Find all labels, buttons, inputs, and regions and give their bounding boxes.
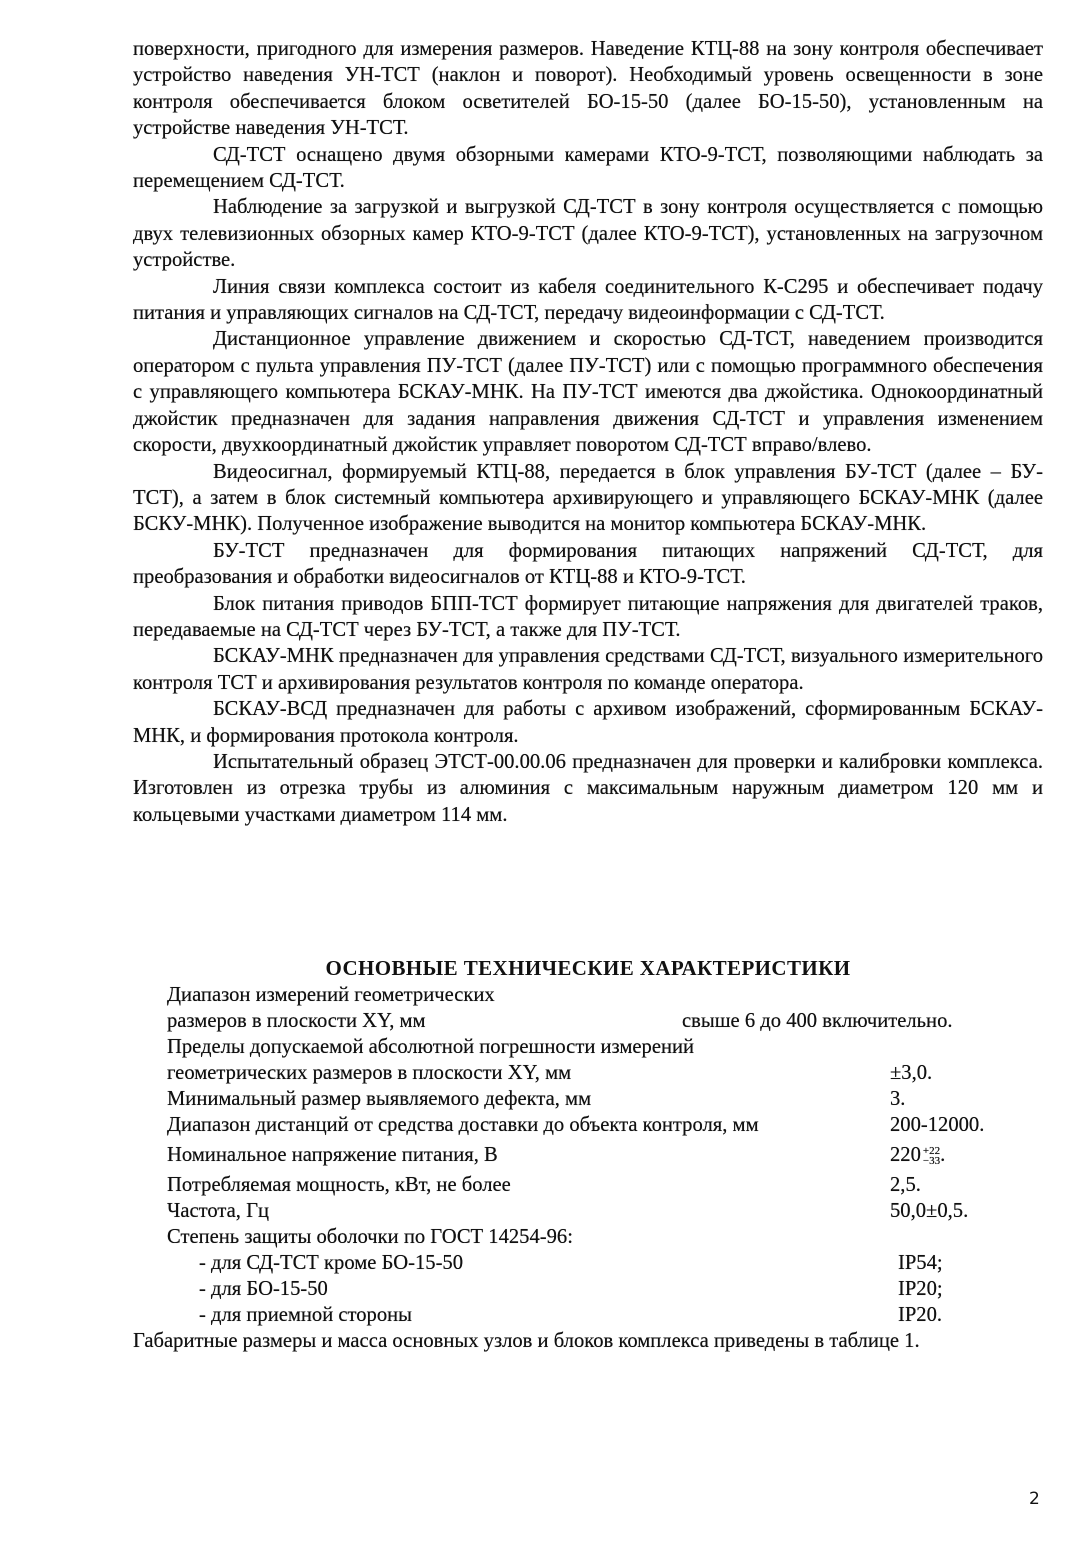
spec-row (133, 1302, 1063, 1328)
spec-value: ±3,0. (890, 1062, 933, 1084)
paragraph: БУ-ТСТ предназначен для формирования питающих напряжений СД-ТСТ, для преобразования и обработки видеосигналов от КТЦ-88 и КТО-9-ТСТ. (133, 539, 1043, 589)
spec-value: 200-12000. (890, 1114, 985, 1136)
paragraph: Блок питания приводов БПП-ТСТ формирует питающие напряжения для двигателей траков, передаваемые на СД-ТСТ через БУ-ТСТ, а также для ПУ-ТСТ. (133, 592, 1043, 641)
paragraph: Испытательный образец ЭТСТ-00.00.06 предназначен для проверки и калибровки комплекса. Изготовлен из отрезка трубы из алюминия с максимальным наружным диаметром 120 мм и кольцевыми участками диаметром 114 мм. (133, 750, 1043, 826)
spec-value: 2,5. (890, 1174, 921, 1196)
paragraph: Видеосигнал, формируемый КТЦ-88, передается в блок управления БУ-ТСТ (далее – БУ-ТСТ), а затем в блок системный компьютера архивирующего и управляющего БСКАУ-МНК (далее БСКУ-МНК). Полученное изображение выводится на монитор компьютера БСКАУ-МНК. (133, 460, 1043, 536)
spec-row (133, 1086, 1063, 1112)
voltage-nominal: 220 (890, 1144, 921, 1166)
spec-row (133, 1276, 1063, 1302)
spec-label: размеров в плоскости XY, мм (167, 1010, 426, 1032)
spec-value (890, 1138, 945, 1172)
footer-note: Габаритные размеры и масса основных узлов и блоков комплекса приведены в таблице 1. (133, 1330, 920, 1352)
spec-row (133, 1198, 1063, 1224)
spec-value: 3. (890, 1088, 906, 1110)
spec-label: Минимальный размер выявляемого дефекта, мм (167, 1088, 592, 1110)
paragraph: Линия связи комплекса состоит из кабеля соединительного К-С295 и обеспечивает подачу питания и управляющих сигналов на СД-ТСТ, передачу видеоинформации с СД-ТСТ. (133, 275, 1043, 325)
spec-row (133, 1250, 1063, 1276)
spec-value: свыше 6 до 400 включительно. (682, 1010, 953, 1032)
paragraph: Дистанционное управление движением и скоростью СД-ТСТ, наведением производится оператором с пульта управления ПУ-ТСТ (далее ПУ-ТСТ) или с помощью программного обеспечения с управляющего компьютера БСКАУ-МНК. На ПУ-ТСТ имеются два джойстика. Однокоординатный джойстик предназначен для задания направления движения СД-ТСТ и управления изменением скорости, двухкоординатный джойстик управляет поворотом СД-ТСТ вправо/влево. (133, 328, 1043, 457)
spec-value: IP20. (898, 1304, 943, 1326)
footer-note-row (133, 1328, 1063, 1354)
spec-label: Степень защиты оболочки по ГОСТ 14254-96: (167, 1226, 573, 1248)
spec-value: 50,0±0,5. (890, 1200, 969, 1222)
document-body (133, 36, 1043, 828)
specs-list (133, 982, 1063, 1354)
spec-label: - для БО-15-50 (199, 1278, 328, 1300)
spec-label: Диапазон измерений геометрических (167, 984, 495, 1006)
spec-label: - для приемной стороны (199, 1304, 412, 1326)
spec-label: Номинальное напряжение питания, В (167, 1144, 498, 1166)
spec-row (133, 1008, 1063, 1034)
paragraph: поверхности, пригодного для измерения размеров. Наведение КТЦ-88 на зону контроля обеспечивает устройство наведения УН-ТСТ (наклон и поворот). Необходимый уровень освещенности в зоне контроля обеспечивается блоком осветителей БО-15-50 (далее БО-15-50), установленным на устройстве наведения УН-ТСТ. (133, 38, 1043, 140)
spec-row (133, 1060, 1063, 1086)
paragraph: Наблюдение за загрузкой и выгрузкой СД-ТСТ в зону контроля осуществляется с помощью двух телевизионных обзорных камер КТО-9-ТСТ (далее КТО-9-ТСТ), установленных на загрузочном устройстве. (133, 196, 1043, 272)
spec-label: Потребляемая мощность, кВт, не более (167, 1174, 511, 1196)
spec-row (133, 982, 1063, 1008)
section-heading: ОСНОВНЫЕ ТЕХНИЧЕСКИЕ ХАРАКТЕРИСТИКИ (325, 956, 851, 980)
spec-row (133, 1224, 1063, 1250)
paragraph: БСКАУ-МНК предназначен для управления средствами СД-ТСТ, визуального измерительного контроля ТСТ и архивирования результатов контроля по команде оператора. (133, 645, 1043, 694)
spec-row (133, 1138, 1063, 1172)
spec-row (133, 1112, 1063, 1138)
tolerance-plus: +22 (922, 1145, 941, 1158)
paragraph: БСКАУ-ВСД предназначен для работы с архивом изображений, сформированным БСКАУ-МНК, и формирования протокола контроля. (133, 698, 1043, 747)
voltage-tolerance (923, 1146, 940, 1166)
spec-value: IP54; (898, 1252, 943, 1274)
spec-label: Диапазон дистанций от средства доставки до объекта контроля, мм (167, 1114, 759, 1136)
tolerance-minus: −33 (922, 1155, 941, 1168)
paragraph: СД-ТСТ оснащено двумя обзорными камерами КТО-9-ТСТ, позволяющими наблюдать за перемещением СД-ТСТ. (133, 143, 1043, 193)
spec-label: - для СД-ТСТ кроме БО-15-50 (199, 1252, 464, 1274)
page-number: 2 (1029, 1489, 1040, 1509)
spec-label: геометрических размеров в плоскости XY, мм (167, 1062, 572, 1084)
voltage-suffix: . (940, 1144, 946, 1166)
spec-value: IP20; (898, 1278, 943, 1300)
spec-label: Частота, Гц (167, 1200, 270, 1222)
spec-row (133, 1034, 1063, 1060)
spec-label: Пределы допускаемой абсолютной погрешности измерений (167, 1036, 695, 1058)
spec-row (133, 1172, 1063, 1198)
